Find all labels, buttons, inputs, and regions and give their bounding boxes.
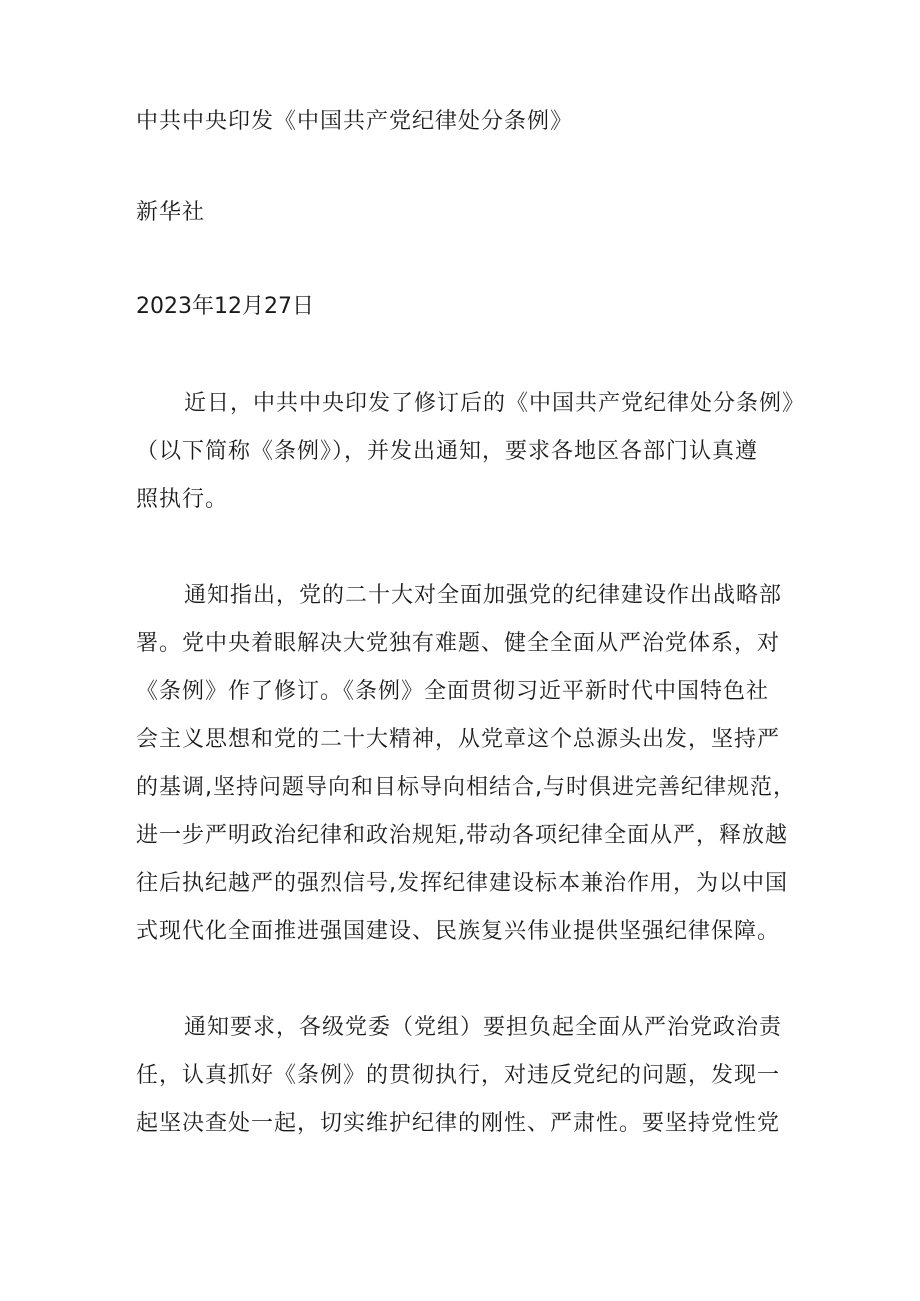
article-source: 新华社 [136,200,206,225]
paragraph-line: 起坚决查处一起，切实维护纪律的刚性、严肃性。要坚持党性党 [136,1111,781,1136]
paragraph-line: 往后执纪越严的强烈信号,发挥纪律建设标本兼治作用，为以中国 [136,871,788,896]
paragraph-line: （以下简称《条例》），并发出通知，要求各地区各部门认真遵 [136,439,759,464]
paragraph-line: 《条例》作了修订。《条例》全面贯彻习近平新时代中国特色社 [136,679,770,704]
paragraph-line: 式现代化全面推进强国建设、民族复兴伟业提供坚强纪律保障。 [136,919,781,944]
paragraph-line: 会主义思想和党的二十大精神，从党章这个总源头出发，坚持严 [136,727,781,752]
paragraph-line: 署。党中央着眼解决大党独有难题、健全全面从严治党体系，对 [136,631,781,656]
paragraph-line: 通知要求，各级党委（党组）要担负起全面从严治党政治责 [184,1015,783,1040]
paragraph-line: 照执行。 [136,487,229,512]
paragraph-line: 的基调,坚持问题导向和目标导向相结合,与时俱进完善纪律规范， [136,775,796,800]
paragraph-line: 通知指出，党的二十大对全面加强党的纪律建设作出战略部 [184,583,783,608]
paragraph-1 [136,380,806,524]
article-headline: 中共中央印发《中国共产党纪律处分条例》 [136,109,574,134]
paragraph-3 [136,1004,790,1148]
paragraph-2 [136,572,796,956]
paragraph-line: 进一步严明政治纪律和政治规矩,带动各项纪律全面从严，释放越 [136,823,788,848]
article-date: 2023年12月27日 [136,294,314,319]
paragraph-line: 近日，中共中央印发了修订后的《中国共产党纪律处分条例》 [184,391,806,416]
paragraph-line: 任，认真抓好《条例》的贯彻执行，对违反党纪的问题，发现一 [136,1063,781,1088]
